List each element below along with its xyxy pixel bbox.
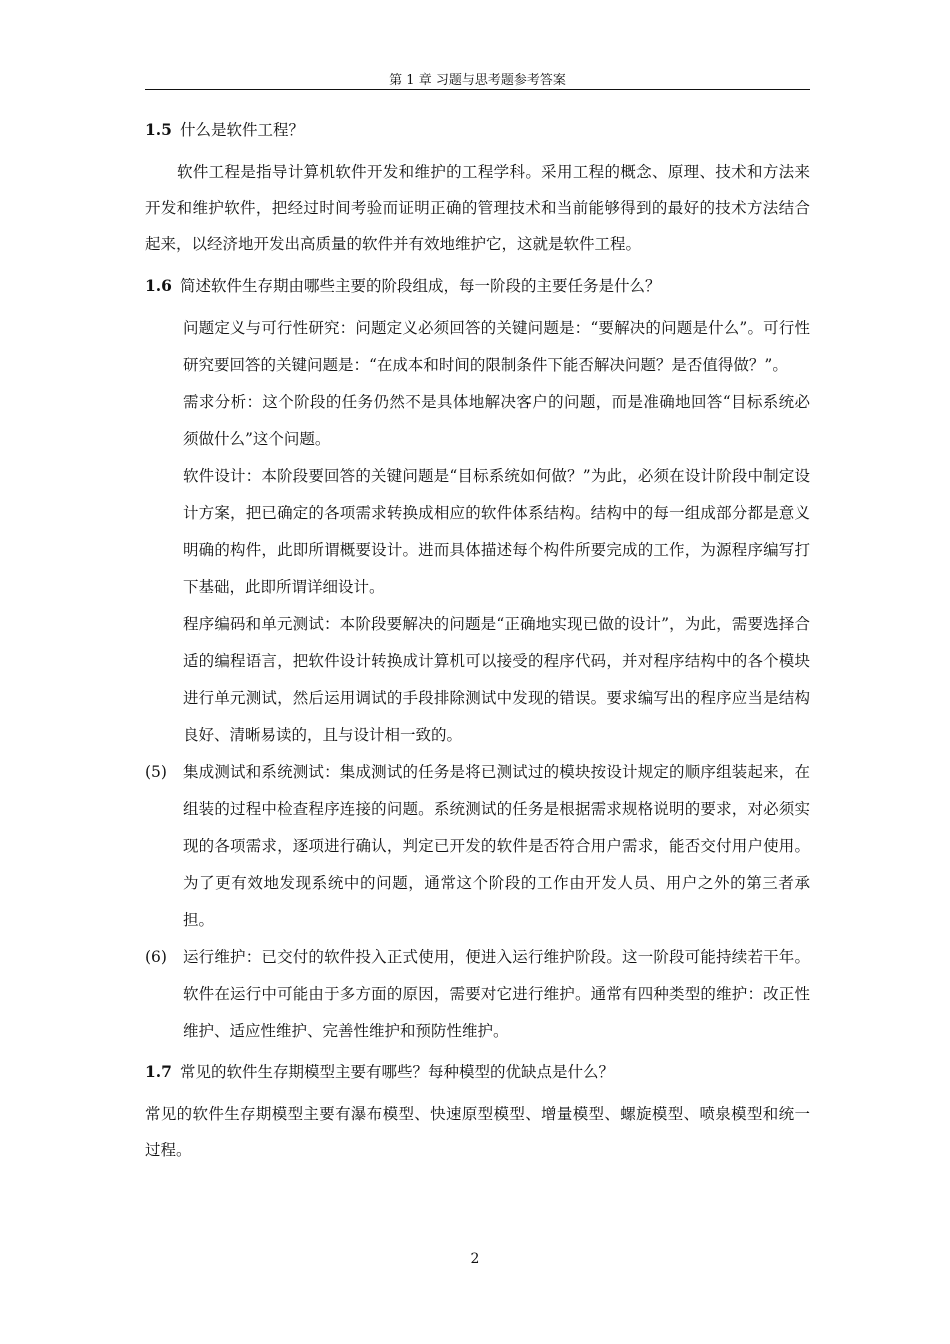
phase-integration-system-testing [145,754,810,939]
answer-1-5: 软件工程是指导计算机软件开发和维护的工程学科。采用工程的概念、原理、技术和方法来开发和维护软件，把经过时间考验而证明正确的管理技术和当前能够得到的最好的技术方法结合起来，以经济地开发出高质量的软件并有效地维护它，这就是软件工程。 [145,163,810,253]
header-rule [145,89,810,90]
phase-definition-feasibility: 问题定义与可行性研究：问题定义必须回答的关键问题是：“要解决的问题是什么”。可行性研究要回答的关键问题是：“在成本和时间的限制条件下能否解决问题？是否值得做？”。 [183,319,810,374]
item-text: 集成测试和系统测试：集成测试的任务是将已测试过的模块按设计规定的顺序组装起来，在组装的过程中检查程序连接的问题。系统测试的任务是根据需求规格说明的要求，对必须实现的各项需求，逐项进行确认，判定已开发的软件是否符合用户需求，能否交付用户使用。为了更有效地发现系统中的问题，通常这个阶段的工作由开发人员、用户之外的第三者承担。 [183,763,810,929]
item-text: 运行维护：已交付的软件投入正式使用，便进入运行维护阶段。这一阶段可能持续若干年。软件在运行中可能由于多方面的原因，需要对它进行维护。通常有四种类型的维护：改正性维护、适应性维护、完善性维护和预防性维护。 [183,948,810,1040]
question-text: 常见的软件生存期模型主要有哪些？每种模型的优缺点是什么？ [179,1063,614,1081]
running-header: 第 1 章 习题与思考题参考答案 [389,73,566,88]
phase-coding-unit-testing: 程序编码和单元测试：本阶段要解决的问题是“正确地实现已做的设计”，为此，需要选择合适的编程语言，把软件设计转换成计算机可以接受的程序代码，并对程序结构中的各个模块进行单元测试，然后运用调试的手段排除测试中发现的错误。要求编写出的程序应当是结构良好、清晰易读的，且与设计相一致的。 [183,615,810,744]
question-text: 什么是软件工程？ [179,121,304,139]
question-number: 1.7 [145,1062,172,1081]
phase-requirements-analysis: 需求分析：这个阶段的任务仍然不是具体地解决客户的问题，而是准确地回答“目标系统必须做什么”这个问题。 [183,393,810,448]
question-1-7 [145,1060,810,1084]
question-1-6 [145,274,810,298]
item-label: (6) [145,948,167,966]
question-1-5 [145,118,810,142]
item-label: (5) [145,763,167,781]
phase-maintenance [145,939,810,1050]
question-number: 1.6 [145,276,172,295]
answer-1-7: 常见的软件生存期模型主要有瀑布模型、快速原型模型、增量模型、螺旋模型、喷泉模型和统一过程。 [145,1105,810,1159]
page-content [145,118,810,1176]
question-number: 1.5 [145,120,172,139]
question-text: 简述软件生存期由哪些主要的阶段组成，每一阶段的主要任务是什么？ [179,277,661,295]
phase-software-design: 软件设计：本阶段要回答的关键问题是“目标系统如何做？”为此，必须在设计阶段中制定设计方案，把已确定的各项需求转换成相应的软件体系结构。结构中的每一组成部分都是意义明确的构件，此即所谓概要设计。进而具体描述每个构件所要完成的工作，为源程序编写打下基础，此即所谓详细设计。 [183,467,810,596]
page-number: 2 [470,1251,480,1267]
